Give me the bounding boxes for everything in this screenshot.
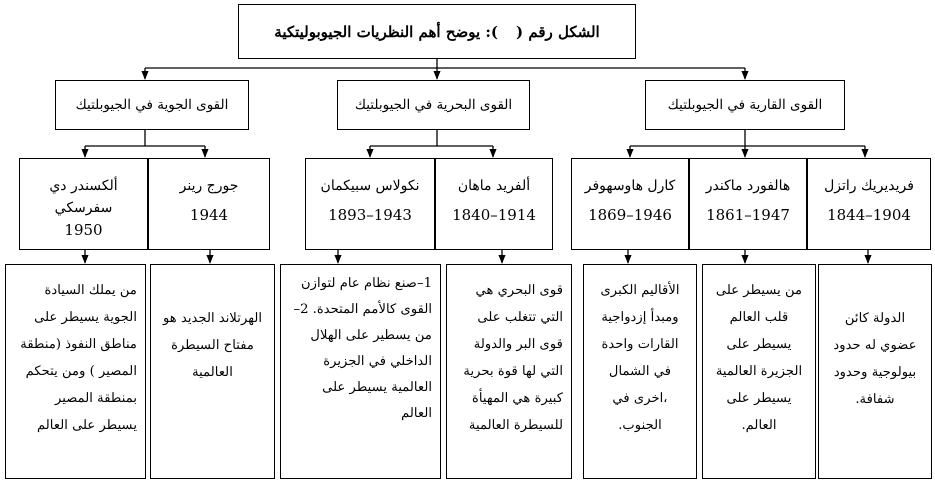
theorist-renner [148, 158, 270, 250]
theorist-years: 1869–1946 [588, 206, 672, 224]
theorist-seversky [19, 158, 148, 250]
theorist-name: كارل هاوسهوفر [584, 178, 676, 194]
theorist-years: 1944 [189, 206, 229, 224]
description-text: من يملك السيادة الجوية يسيطر على مناطق النفوذ (منطقة المصير ) ومن يتحكم بمنطقة المصير يسيطر على العالم [20, 283, 137, 433]
title-text-after: ): يوضح أهم النظريات الجيوبوليتكية [274, 22, 499, 41]
description-spykman [280, 264, 441, 479]
description-text: الدولة كائن عضوي له حدود بيولوجية وحدود شفافة. [833, 311, 917, 407]
category-sea-powers [337, 80, 530, 130]
theorist-name: ألكسندر دي سفرسكي [49, 178, 118, 216]
description-seversky [5, 264, 146, 479]
description-text: الأقاليم الكبرى ومبدأ إزدواجية القارات واحدة في الشمال ،اخرى في الجنوب. [600, 283, 680, 433]
theorist-years: 1840–1914 [452, 206, 536, 224]
theorist-name: جورج رينر [179, 178, 239, 194]
category-air-powers [55, 80, 249, 130]
theorist-years: 1844–1904 [827, 206, 911, 224]
description-mackinder [702, 264, 816, 479]
description-ratzel [818, 264, 932, 479]
theorist-years: 1893–1943 [328, 206, 412, 224]
theorist-years: 1861–1947 [706, 206, 790, 224]
theorist-years: 1950 [64, 221, 103, 239]
title-text-before: الشكل رقم ( [516, 22, 600, 41]
description-text: قوى البحري هي التي تتغلب على قوى البر والدولة التي لها قوة بحرية كبيرة هي المهيأة للسيطرة العالمية [463, 283, 563, 433]
theorist-spykman [305, 158, 435, 250]
category-land-label: القوى القارية في الجيوبلتيك [667, 97, 823, 113]
description-haushofer [583, 264, 697, 479]
description-renner [150, 264, 275, 479]
theorist-name: نكولاس سبيكمان [320, 178, 420, 194]
category-sea-label: القوى البحرية في الجيوبلتيك [354, 97, 513, 113]
category-air-label: القوى الجوية في الجيوبلتيك [75, 97, 229, 113]
description-text: من يسيطر على قلب العالم يسيطر على الجزيرة العالمية يسيطر على العالم. [715, 283, 803, 433]
description-mahan [446, 264, 572, 479]
description-text: الهرتلاند الجديد هو مفتاح السيطرة العالمية [162, 311, 263, 380]
theorist-name: ألفريد ماهان [457, 178, 531, 194]
theorist-mahan [435, 158, 553, 250]
theorist-mackinder [689, 158, 807, 250]
figure-title [238, 4, 636, 59]
category-land-powers [645, 80, 845, 130]
theorist-ratzel [807, 158, 931, 250]
description-text: 1–صنع نظام عام لتوازن القوى كالأمم المتحدة. 2–من يسطير على الهلال الداخلي في الجزيرة العالمية يسيطر على العالم [293, 276, 432, 421]
theorist-name: هالفورد ماكندر [705, 178, 791, 194]
theorist-name: فريديريك راتزل [824, 178, 914, 194]
theorist-haushofer [571, 158, 689, 250]
